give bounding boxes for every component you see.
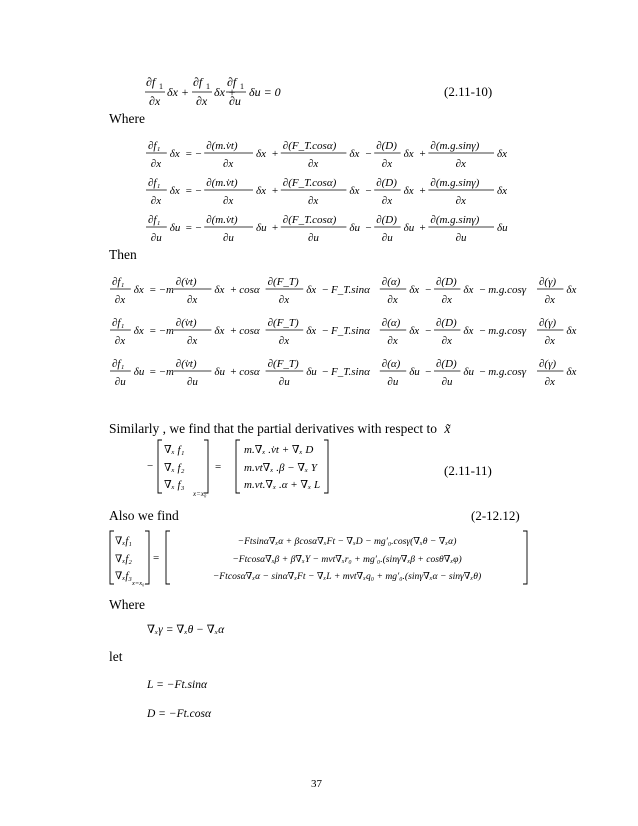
- denominator: ∂x: [308, 195, 319, 207]
- term: δx: [403, 148, 414, 160]
- denominator: ∂x: [150, 195, 162, 207]
- svg-text:1: 1: [159, 82, 163, 91]
- term: +: [271, 148, 279, 160]
- term: −: [478, 325, 487, 337]
- term: −: [364, 148, 373, 160]
- term: δx: [133, 284, 144, 296]
- term: +: [229, 325, 238, 337]
- denominator: ∂u: [387, 376, 399, 388]
- term: δu: [133, 366, 145, 378]
- numerator: ∂(D): [436, 358, 457, 370]
- term: δx: [306, 284, 317, 296]
- numerator: ∂(v̇t): [175, 358, 197, 370]
- numerator: ∂(m.g.sinγ): [430, 214, 480, 226]
- term: δx: [566, 325, 577, 337]
- term: cosα: [239, 366, 260, 378]
- where-label: Where: [109, 111, 145, 126]
- numerator: ∂(D): [376, 214, 397, 226]
- term: −: [478, 284, 487, 296]
- numerator: ∂f₁: [148, 214, 161, 226]
- term: −: [424, 325, 432, 337]
- denominator: ∂x: [150, 158, 162, 170]
- denominator: ∂u: [278, 376, 290, 388]
- numerator: ∂(m.g.sinγ): [430, 140, 480, 152]
- numerator: ∂(m.g.sinγ): [430, 177, 480, 189]
- then-line-3: [110, 358, 577, 388]
- denominator: ∂u: [441, 376, 453, 388]
- denominator: ∂u: [308, 232, 319, 244]
- numerator: ∂f₁: [112, 358, 125, 370]
- rhs-row-2: m.vt∇ₓ .β − ∇ₓ Y: [244, 461, 318, 474]
- denominator: ∂x: [455, 195, 466, 207]
- term: cosα: [239, 325, 260, 337]
- denominator: ∂u: [381, 232, 393, 244]
- equation-D: D = −Ft.cosα: [147, 708, 212, 720]
- similarly-variable: x̃: [444, 421, 451, 436]
- term: δx: [306, 325, 317, 337]
- svg-text:δu = 0: δu = 0: [249, 85, 281, 99]
- numerator: ∂(α): [381, 276, 401, 288]
- term: −: [424, 284, 432, 296]
- denominator: ∂x: [187, 294, 198, 306]
- denominator: ∂x: [544, 335, 555, 347]
- term: +: [229, 284, 238, 296]
- svg-text:=: =: [153, 552, 160, 564]
- svg-text:∂u: ∂u: [229, 94, 241, 108]
- term: δu: [214, 366, 226, 378]
- denominator: ∂x: [544, 376, 555, 388]
- term: +: [418, 148, 427, 160]
- term: δx: [169, 148, 180, 160]
- numerator: ∂f₁: [112, 276, 125, 288]
- term: −: [321, 366, 329, 378]
- then-line-2: [110, 317, 577, 347]
- term: F_T.sinα: [331, 325, 370, 337]
- denominator: ∂x: [455, 158, 466, 170]
- denominator: ∂u: [223, 232, 234, 244]
- page-number: 37: [311, 778, 322, 790]
- numerator: ∂(F_T.cosα): [282, 140, 337, 152]
- denominator: ∂x: [278, 335, 290, 347]
- term: δx: [463, 325, 474, 337]
- term: cosα: [239, 284, 260, 296]
- term: δx: [497, 185, 507, 197]
- numerator: ∂(F_T): [267, 358, 299, 370]
- svg-text:=: =: [215, 461, 222, 473]
- numerator: ∂(v̇t): [175, 276, 197, 288]
- term: −: [321, 284, 329, 296]
- denominator: ∂x: [223, 195, 234, 207]
- lhs-row-3: ∇ₓ f₃: [164, 479, 185, 491]
- term: δx: [214, 325, 225, 337]
- term: +: [418, 185, 427, 197]
- numerator: ∂f₁: [112, 317, 125, 329]
- equation-number-2-11-10: (2.11-10): [444, 84, 493, 99]
- numerator: ∂(F_T): [267, 276, 299, 288]
- equation-gamma: ∇ₓγ = ∇ₓθ − ∇ₓα: [147, 624, 225, 636]
- denominator: ∂u: [187, 376, 198, 388]
- term: δx: [566, 366, 577, 378]
- term: −: [364, 185, 373, 197]
- eq-2-11-11-eval: x=x₀: [193, 490, 207, 498]
- eq-2-11-11-rhs: [244, 442, 329, 495]
- term: −m: [158, 284, 174, 296]
- equation-number-2-11-11: (2.11-11): [444, 463, 492, 478]
- svg-text:∂f: ∂f: [193, 75, 203, 89]
- svg-text:δx +: δx +: [214, 85, 237, 99]
- numerator: ∂(α): [381, 317, 401, 329]
- svg-text:∂x: ∂x: [149, 94, 161, 108]
- where-line-3: [146, 214, 508, 244]
- denominator: ∂u: [150, 232, 162, 244]
- numerator: ∂(γ): [539, 276, 557, 288]
- denominator: ∂x: [544, 294, 555, 306]
- equation-L: L = −Ft.sinα: [147, 679, 208, 691]
- svg-text:∂f: ∂f: [227, 75, 237, 89]
- then-line-1: [110, 276, 577, 306]
- term: −: [364, 222, 373, 234]
- rhs-row-3: m.vt.∇ₓ .α + ∇ₓ L: [244, 479, 321, 491]
- denominator: ∂x: [441, 335, 452, 347]
- rhs-row-1: −Ftsinα∇ₓα + βcosα∇ₓFt − ∇ₓD − mg′₀.cosγ(∇ₓθ − ∇ₓα): [237, 536, 457, 547]
- term: =: [185, 222, 193, 234]
- term: =: [149, 366, 157, 378]
- also-label: Also we find: [109, 508, 179, 523]
- denominator: ∂x: [114, 294, 126, 306]
- term: δx: [497, 148, 507, 160]
- svg-text:∂x: ∂x: [196, 94, 208, 108]
- where-line-1: [146, 140, 507, 170]
- let-label: let: [109, 649, 123, 664]
- svg-text:−: −: [147, 460, 154, 472]
- term: −m: [158, 366, 174, 378]
- term: δu: [497, 222, 508, 234]
- denominator: ∂x: [387, 294, 398, 306]
- term: δx: [256, 148, 266, 160]
- term: =: [185, 148, 193, 160]
- term: δu: [256, 222, 267, 234]
- rhs-row-3: −Ftcosα∇ₓα − sinα∇ₓFt − ∇ₓL + mvt∇ₓq₀ + mg′₀.(sinγ∇ₓα − sinγ∇ₓθ): [212, 571, 482, 582]
- term: +: [271, 222, 279, 234]
- numerator: ∂(D): [436, 276, 457, 288]
- term: δx: [403, 185, 414, 197]
- term: =: [149, 284, 157, 296]
- lhs-row-2: ∇ₓ f₂: [164, 461, 185, 474]
- term: δx: [169, 185, 180, 197]
- term: +: [229, 366, 238, 378]
- denominator: ∂x: [381, 158, 393, 170]
- equation-number-2-12-12: (2-12.12): [471, 508, 520, 523]
- term: m.g.cosγ: [488, 325, 527, 337]
- term: −: [424, 366, 432, 378]
- where-label-2: Where: [109, 597, 145, 612]
- rhs-row-1: m.∇ₓ .v̇t + ∇ₓ D: [244, 444, 314, 456]
- eq-2-12-12-lhs: [115, 533, 132, 586]
- svg-text:δx +: δx +: [167, 85, 190, 99]
- term: F_T.sinα: [331, 366, 370, 378]
- lhs-row-2: ∇ₓf₂: [115, 553, 132, 565]
- numerator: ∂(D): [376, 177, 397, 189]
- term: δx: [349, 185, 360, 197]
- rhs-row-2: −Ftcosα∇ₓβ + β∇ₓY − mvt∇ₓr₀ + mg′₀.(sinγ∇ₓβ + cosθ∇ₓφ): [232, 553, 462, 565]
- term: +: [418, 222, 427, 234]
- term: δx: [409, 284, 420, 296]
- term: δu: [169, 222, 181, 234]
- denominator: ∂x: [308, 158, 319, 170]
- denominator: ∂x: [114, 335, 126, 347]
- term: δx: [463, 284, 474, 296]
- term: =: [149, 325, 157, 337]
- eq-2-12-12-eval: x=x₀: [132, 580, 145, 587]
- svg-text:1: 1: [240, 82, 244, 91]
- term: −: [478, 366, 487, 378]
- term: δx: [214, 284, 225, 296]
- term: +: [271, 185, 279, 197]
- term: δx: [349, 148, 360, 160]
- term: m.g.cosγ: [488, 284, 527, 296]
- numerator: ∂(m.v̇t): [206, 214, 238, 226]
- denominator: ∂x: [187, 335, 198, 347]
- numerator: ∂f₁: [148, 177, 161, 189]
- term: −: [194, 185, 203, 197]
- lhs-row-3: ∇ₓf₃: [115, 571, 132, 582]
- term: δx: [566, 284, 577, 296]
- term: −: [194, 222, 203, 234]
- denominator: ∂u: [455, 232, 467, 244]
- numerator: ∂(γ): [539, 317, 557, 329]
- numerator: ∂(m.v̇t): [206, 140, 238, 152]
- similarly-sentence: [109, 422, 450, 436]
- term: δx: [256, 185, 266, 197]
- denominator: ∂u: [114, 376, 126, 388]
- term: δu: [349, 222, 361, 234]
- term: −: [194, 148, 203, 160]
- denominator: ∂x: [278, 294, 290, 306]
- then-label: Then: [109, 247, 137, 262]
- term: −m: [158, 325, 174, 337]
- numerator: ∂(D): [376, 140, 397, 152]
- term: δx: [133, 325, 144, 337]
- where-line-2: [146, 177, 507, 207]
- term: δu: [306, 366, 317, 378]
- term: δu: [409, 366, 420, 378]
- numerator: ∂(F_T.cosα): [282, 177, 337, 189]
- numerator: ∂(γ): [539, 358, 557, 370]
- numerator: ∂(D): [436, 317, 457, 329]
- denominator: ∂x: [441, 294, 452, 306]
- numerator: ∂(α): [381, 358, 401, 370]
- term: δu: [403, 222, 415, 234]
- similarly-text: Similarly , we find that the partial derivatives with respect to: [109, 421, 438, 436]
- denominator: ∂x: [223, 158, 234, 170]
- term: F_T.sinα: [331, 284, 370, 296]
- denominator: ∂x: [381, 195, 393, 207]
- eq-2-12-12-rhs: [172, 533, 522, 586]
- eq-2-11-11-lhs: [164, 442, 204, 495]
- numerator: ∂(m.v̇t): [206, 177, 238, 189]
- term: m.g.cosγ: [488, 366, 527, 378]
- term: −: [321, 325, 329, 337]
- numerator: ∂f₁: [148, 140, 161, 152]
- svg-text:1: 1: [206, 82, 210, 91]
- term: δx: [409, 325, 420, 337]
- numerator: ∂(F_T): [267, 317, 299, 329]
- term: =: [185, 185, 193, 197]
- denominator: ∂x: [387, 335, 398, 347]
- numerator: ∂(v̇t): [175, 317, 197, 329]
- term: δu: [463, 366, 475, 378]
- lhs-row-1: ∇ₓf₁: [115, 536, 132, 547]
- svg-text:∂f: ∂f: [146, 75, 156, 89]
- numerator: ∂(F_T.cosα): [282, 214, 337, 226]
- lhs-row-1: ∇ₓ f₁: [164, 444, 185, 456]
